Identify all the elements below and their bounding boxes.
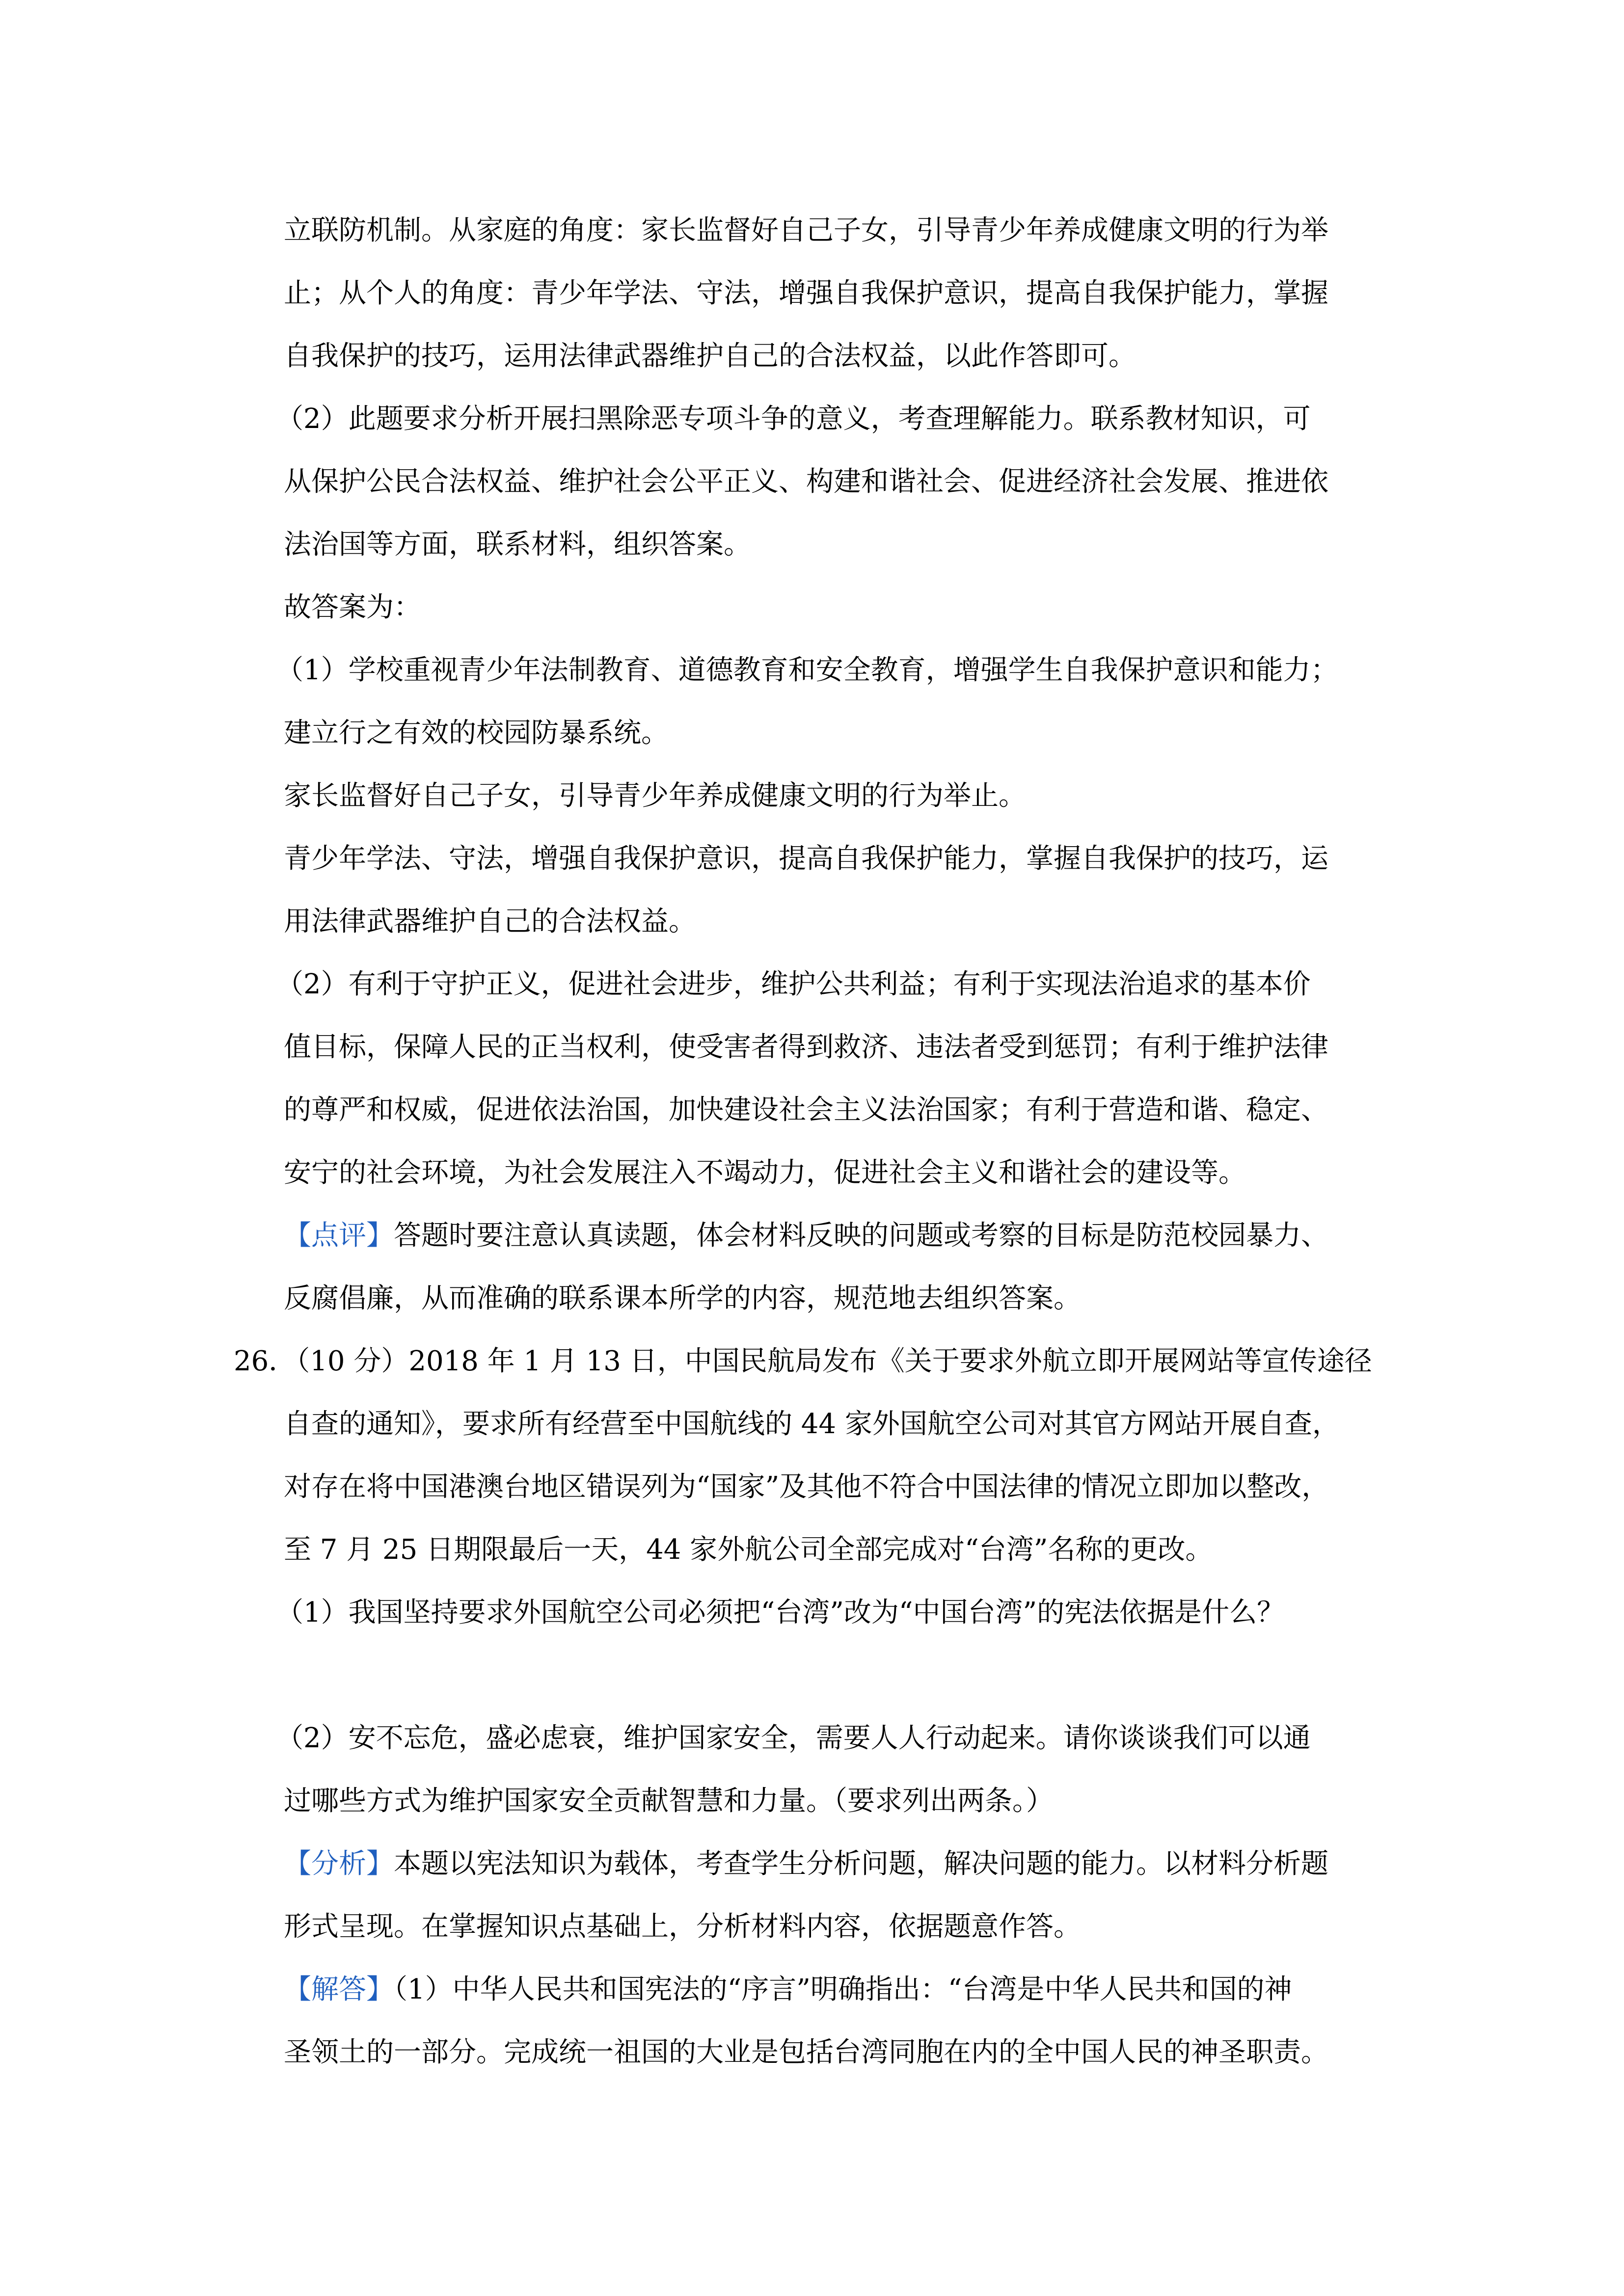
text-line: 的尊严和权威，促进依法治国，加快建设社会主义法治国家；有利于营造和谐、稳定、 [284,1094,1328,1126]
text-line: 自我保护的技巧，运用法律武器维护自己的合法权益，以此作答即可。 [284,340,1136,372]
text-line: （1）学校重视青少年法制教育、道德教育和安全教育，增强学生自我保护意识和能力； [276,654,1338,686]
text-line: 过哪些方式为维护国家安全贡献智慧和力量。（要求列出两条。） [284,1785,1054,1817]
text-line: 安宁的社会环境，为社会发展注入不竭动力，促进社会主义和谐社会的建设等。 [284,1157,1246,1189]
answer-text: （1）中华人民共和国宪法的“序言”明确指出：“台湾是中华人民共和国的神 [394,1974,1292,2005]
text-line: （2）此题要求分析开展扫黑除恶专项斗争的意义，考查理解能力。联系教材知识，可 [276,403,1311,435]
text-line: （2）有利于守护正义，促进社会进步，维护公共利益；有利于实现法治追求的基本价 [276,968,1311,1000]
answer-tag: 【解答】 [284,1974,394,2005]
review-line [284,1218,1328,1254]
question-26-stem: 26．（10 分）2018 年 1 月 13 日，中国民航局发布《关于要求外航立即开展网站等宣传途径 [234,1345,1372,1377]
text-line: 反腐倡廉，从而准确的联系课本所学的内容，规范地去组织答案。 [284,1282,1081,1314]
answer-line [284,1972,1292,2007]
text-line: 故答案为： [284,591,421,623]
text-line: 家长监督好自己子女，引导青少年养成健康文明的行为举止。 [284,780,1026,812]
text-line: 对存在将中国港澳台地区错误列为“国家”及其他不符合中国法律的情况立即加以整改， [284,1471,1329,1503]
text-line: 法治国等方面，联系材料，组织答案。 [284,529,751,561]
text-line: 止；从个人的角度：青少年学法、守法，增强自我保护意识，提高自我保护能力，掌握 [284,277,1328,309]
analysis-line [284,1846,1328,1882]
text-line: 圣领土的一部分。完成统一祖国的大业是包括台湾同胞在内的全中国人民的神圣职责。 [284,2036,1328,2068]
text-line: 立联防机制。从家庭的角度：家长监督好自己子女，引导青少年养成健康文明的行为举 [284,214,1328,246]
analysis-text: 本题以宪法知识为载体，考查学生分析问题，解决问题的能力。以材料分析题 [394,1848,1328,1880]
text-line: 从保护公民合法权益、维护社会公平正义、构建和谐社会、促进经济社会发展、推进依 [284,466,1328,498]
text-line: 建立行之有效的校园防暴系统。 [284,717,669,749]
review-text: 答题时要注意认真读题，体会材料反映的问题或考察的目标是防范校园暴力、 [394,1220,1328,1252]
analysis-tag: 【分析】 [284,1848,394,1880]
text-line: 自查的通知》，要求所有经营至中国航线的 44 家外国航空公司对其官方网站开展自查， [284,1408,1340,1440]
text-line: 用法律武器维护自己的合法权益。 [284,906,696,937]
text-line: 形式呈现。在掌握知识点基础上，分析材料内容，依据题意作答。 [284,1911,1081,1943]
review-tag: 【点评】 [284,1220,394,1252]
question-26-part-2: （2）安不忘危，盛必虑衰，维护国家安全，需要人人行动起来。请你谈谈我们可以通 [276,1722,1311,1754]
text-line: 青少年学法、守法，增强自我保护意识，提高自我保护能力，掌握自我保护的技巧，运 [284,843,1328,875]
question-26-part-1: （1）我国坚持要求外国航空公司必须把“台湾”改为“中国台湾”的宪法依据是什么？ [276,1597,1285,1629]
text-line: 至 7 月 25 日期限最后一天，44 家外航公司全部完成对“台湾”名称的更改。 [284,1534,1213,1566]
text-line: 值目标，保障人民的正当权利，使受害者得到救济、违法者受到惩罚；有利于维护法律 [284,1031,1328,1063]
